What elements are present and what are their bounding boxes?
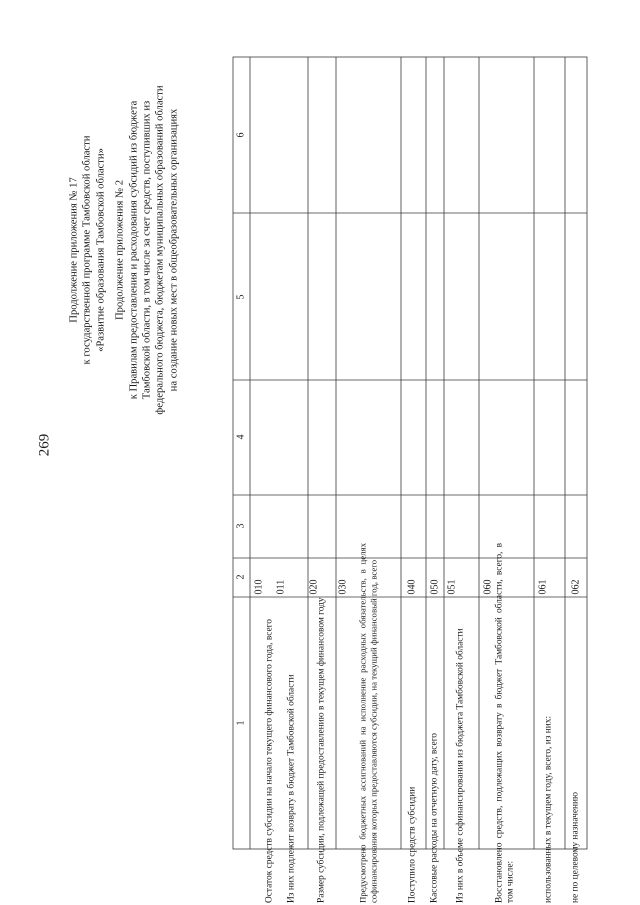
row-label: Из них подлежит возврату в бюджет Тамбовской области bbox=[286, 674, 297, 903]
row-code: 061 bbox=[537, 579, 549, 595]
header-line: к Правилам предоставления и расходования субсидий из бюджета bbox=[128, 100, 139, 400]
header-line: к государственной программе Тамбовской области bbox=[81, 135, 93, 365]
row-code: 011 bbox=[275, 579, 287, 595]
row-label: Из них в объеме софинансирования из бюджета Тамбовской области bbox=[455, 628, 466, 903]
document-header bbox=[67, 30, 180, 470]
column-header: 4 bbox=[235, 434, 247, 440]
row-label: Остаток средств субсидии на начало текущего финансового года, всего bbox=[264, 619, 275, 903]
row-code: 062 bbox=[570, 579, 582, 595]
row-code: 051 bbox=[446, 579, 458, 595]
row-label: использованных в текущем году, всего, из них: bbox=[543, 715, 554, 903]
row-code: 040 bbox=[406, 579, 418, 595]
row-code: 060 bbox=[482, 579, 494, 595]
row-label: Поступило средств субсидии bbox=[407, 786, 418, 903]
header-line: на создание новых мест в общеобразовательных организациях bbox=[168, 108, 180, 392]
row-label: Кассовые расходы на отчетную дату, всего bbox=[429, 733, 440, 903]
row-label: Размер субсидии, подлежащей предоставлению в текущем финансовом году bbox=[316, 597, 327, 903]
column-header: 1 bbox=[235, 720, 247, 726]
row-code: 010 bbox=[253, 579, 265, 595]
header-line: Продолжение приложения № 2 bbox=[114, 179, 126, 321]
header-line: Тамбовской области, в том числе за счет средств, поступивших из bbox=[141, 100, 153, 400]
header-line: Продолжение приложения № 17 bbox=[68, 177, 80, 323]
row-label: не по целевому назначению bbox=[570, 791, 581, 903]
column-header: 2 bbox=[235, 574, 247, 580]
header-line: «Развитие образования Тамбовской области» bbox=[95, 148, 107, 352]
column-header: 3 bbox=[235, 523, 247, 529]
row-code: 020 bbox=[308, 579, 320, 595]
page-number: 269 bbox=[36, 433, 53, 457]
column-header: 6 bbox=[235, 132, 247, 138]
header-line: федерального бюджета, бюджетам муниципальных образований области bbox=[154, 85, 166, 415]
row-code: 050 bbox=[429, 579, 441, 595]
column-header: 5 bbox=[235, 294, 247, 300]
row-label: Предусмотрено бюджетных ассигнований на исполнение расходных обязательств, в целях софинансирования которых предоставляются субсидии, на текущий финансовый год, всего bbox=[357, 543, 378, 903]
row-label: Восстановлено средств, подлежащих возврату в бюджет Тамбовской области, всего, в том числе: bbox=[494, 543, 516, 903]
row-code: 030 bbox=[337, 579, 349, 595]
